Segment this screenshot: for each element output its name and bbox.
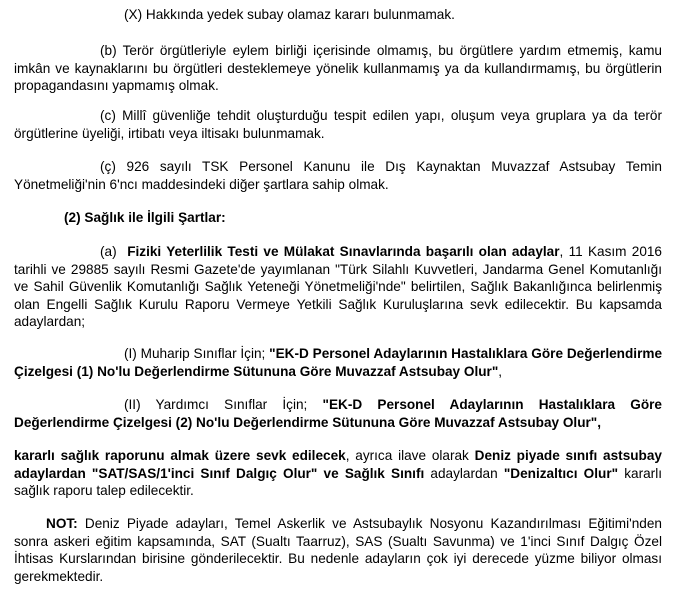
referral-bold-3: "Denizaltıcı Olur" [503, 465, 619, 481]
section-2-heading-text: (2) Sağlık ile İlgili Şartlar: [64, 210, 226, 225]
item-i-bold: "EK-D Personel Adaylarının Hastalıklara Göre Değerlendirme Çizelgesi (1) No'lu Değerlendirme Sütununa Göre Muvazzaf Astsubay Olur" [14, 346, 663, 379]
item-c-text: (c) Millî güvenliğe tehdit oluşturduğu tespit edilen yapı, oluşum veya gruplara ya da terör örgütlerine üyeliği, irtibatı veya iltisakı bulunmamak. [14, 108, 662, 141]
item-i-label: (I) Muharip Sınıflar İçin; [124, 346, 266, 361]
note-label: NOT: [46, 516, 78, 531]
note-paragraph [14, 515, 662, 585]
item-x [14, 6, 662, 24]
referral-text-1: , ayrıca ilave olarak [345, 448, 475, 463]
referral-paragraph [14, 447, 662, 500]
referral-text-2: adaylardan [424, 465, 504, 481]
section-2-heading [14, 209, 662, 227]
item-ii-bold: "EK-D Personel Adaylarının Hastalıklara Göre Değerlendirme Çizelgesi (2) No'lu Değerlendirme Sütununa Göre Muvazzaf Astsubay Olur", [14, 397, 662, 430]
item-a-bold: Fiziki Yeterlilik Testi ve Mülakat Sınavlarında başarılı olan adaylar [127, 244, 560, 259]
note-text: Deniz Piyade adayları, Temel Askerlik ve Astsubaylık Nosyonu Kazandırılması Eğitimi'nden sonra askeri eğitim kapsamında, SAT (Sualtı Taarruz), SAS (Sualtı Savunma) ve 1'inci Sınıf Dalgıç Özel İhtisas Kurslarından birisine gönderilecektir. Bu nedenle adayların çok iyi derecede yüzme biliyor olması gerekmektedir. [14, 516, 662, 584]
item-c [14, 107, 662, 142]
item-b [14, 42, 662, 95]
item-i [14, 345, 662, 380]
item-a [14, 243, 662, 331]
referral-text-3: kararlı sağlık raporu talep edilecektir. [14, 465, 663, 498]
item-a-label: (a) [100, 244, 117, 259]
item-x-text: (X) Hakkında yedek subay olamaz kararı bulunmamak. [124, 7, 455, 22]
item-a-text: , 11 Kasım 2016 tarihli ve 29885 sayılı Resmi Gazete'de yayımlanan "Türk Silahlı Kuvvetleri, Jandarma Genel Komutanlığı ve Sahil Güvenlik Komutanlığı Sağlık Yeteneği Yönetmeliği'nde" belirtilen, Sağlık Bakanlığınca belirlenmiş olan Engelli Sağlık Kurulu Raporu Vermeye Yetkili Sağlık Kuruluşlarına sevk edilecektir. Bu kapsamda adaylardan; [14, 244, 662, 329]
item-cc [14, 158, 662, 193]
item-i-end: , [498, 363, 503, 379]
referral-bold-2: Deniz piyade sınıfı astsubay adaylardan "SAT/SAS/1'inci Sınıf Dalgıç Olur" ve Sağlık Sınıfı [14, 448, 662, 481]
item-b-text: (b) Terör örgütleriyle eylem birliği içerisinde olmamış, bu örgütlere yardım etmemiş, kamu imkân ve kaynaklarını bu örgütleri desteklemeye yönelik kullanmamış ya da kullandırmamış, bu örgütlerin propagandasını yapmamış olmak. [14, 43, 662, 93]
referral-bold-1: kararlı sağlık raporunu almak üzere sevk edilecek [14, 448, 346, 463]
item-ii-label: (II) Yardımcı Sınıflar İçin; [124, 397, 308, 412]
item-ii [14, 396, 662, 431]
item-cc-text: (ç) 926 sayılı TSK Personel Kanunu ile Dış Kaynaktan Muvazzaf Astsubay Temin Yönetmeliği'nin 6'ncı maddesindeki diğer şartlara sahip olmak. [14, 159, 662, 192]
